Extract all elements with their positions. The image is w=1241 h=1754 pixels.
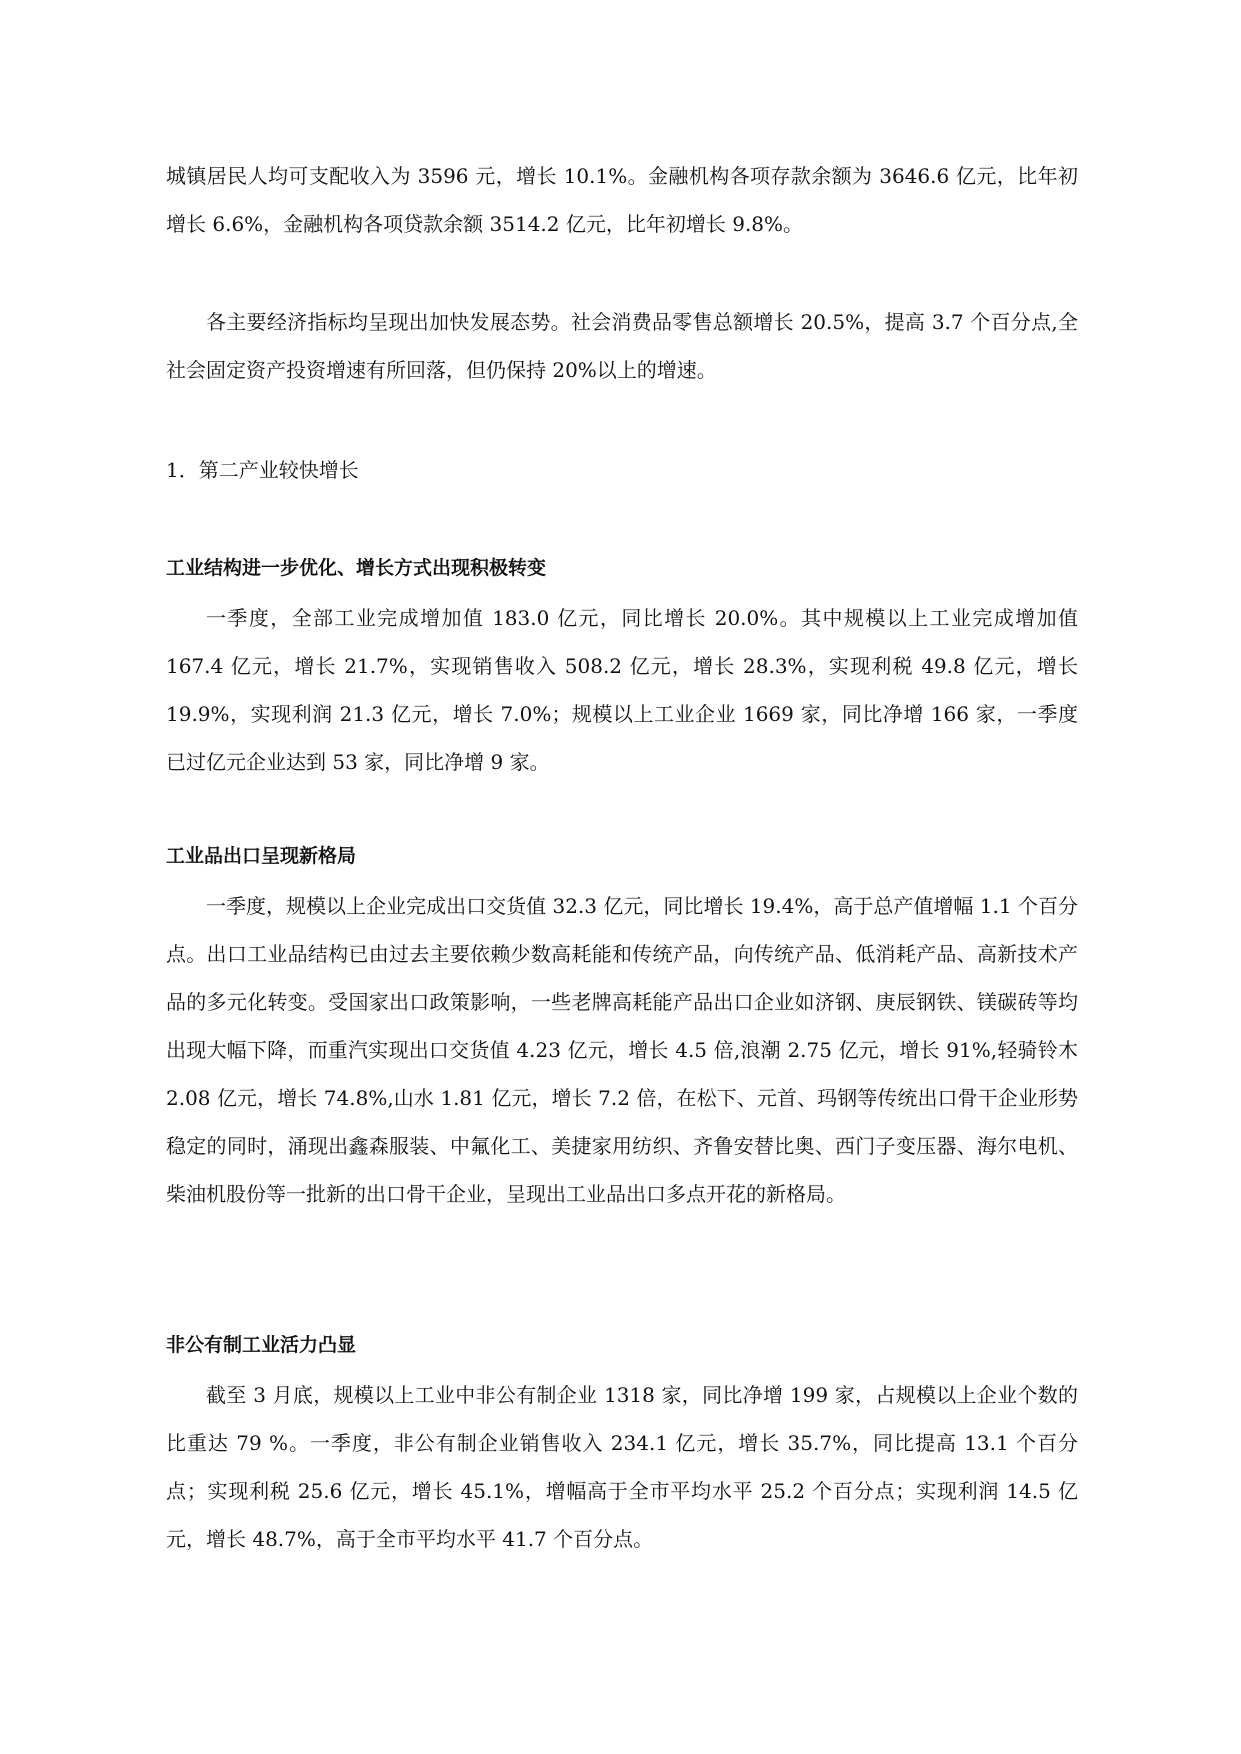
industrial-export-heading: 工业品出口呈现新格局 <box>166 845 357 867</box>
non-public-industry-heading: 非公有制工业活力凸显 <box>166 1334 357 1356</box>
industry-structure-paragraph: 一季度，全部工业完成增加值 183.0 亿元，同比增长 20.0%。其中规模以上工业完成增加值 167.4 亿元，增长 21.7%，实现销售收入 508.2 亿元，增长 28.3%，实现利税 49.8 亿元，增长 19.9%，实现利润 21.3 亿元，增长 7.0%；规模以上工业企业 1669 家，同比净增 166 家，一季度已过亿元企业达到 53 家，同比净增 9 家。 <box>166 606 1078 774</box>
industrial-export-paragraph: 一季度，规模以上企业完成出口交货值 32.3 亿元，同比增长 19.4%，高于总产值增幅 1.1 个百分点。出口工业品结构已由过去主要依赖少数高耗能和传统产品，向传统产品、低消耗产品、高新技术产品的多元化转变。受国家出口政策影响，一些老牌高耗能产品出口企业如济钢、庚辰钢铁、镁碳砖等均出现大幅下降，而重汽实现出口交货值 4.23 亿元，增长 4.5 倍,浪潮 2.75 亿元，增长 91%,轻骑铃木 2.08 亿元，增长 74.8%,山水 1.81 亿元，增长 7.2 倍，在松下、元首、玛钢等传统出口骨干企业形势稳定的同时，涌现出鑫森服装、中氟化工、美捷家用纺织、齐鲁安替比奥、西门子变压器、海尔电机、柴油机股份等一批新的出口骨干企业，呈现出工业品出口多点开花的新格局。 <box>166 894 1078 1206</box>
section-item-heading: 1．第二产业较快增长 <box>166 458 359 482</box>
non-public-industry-paragraph: 截至 3 月底，规模以上工业中非公有制企业 1318 家，同比净增 199 家，占规模以上企业个数的比重达 79 %。一季度，非公有制企业销售收入 234.1 亿元，增长 35.7%，同比提高 13.1 个百分点；实现利税 25.6 亿元，增长 45.1%，增幅高于全市平均水平 25.2 个百分点；实现利润 14.5 亿元，增长 48.7%，高于全市平均水平 41.7 个百分点。 <box>166 1383 1078 1551</box>
trend-paragraph: 各主要经济指标均呈现出加快发展态势。社会消费品零售总额增长 20.5%，提高 3.7 个百分点,全社会固定资产投资增速有所回落，但仍保持 20%以上的增速。 <box>166 310 1078 382</box>
intro-paragraph: 城镇居民人均可支配收入为 3596 元，增长 10.1%。金融机构各项存款余额为 3646.6 亿元，比年初增长 6.6%，金融机构各项贷款余额 3514.2 亿元，比年初增长 9.8%。 <box>166 164 1078 236</box>
industry-structure-heading: 工业结构进一步优化、增长方式出现积极转变 <box>166 557 547 579</box>
